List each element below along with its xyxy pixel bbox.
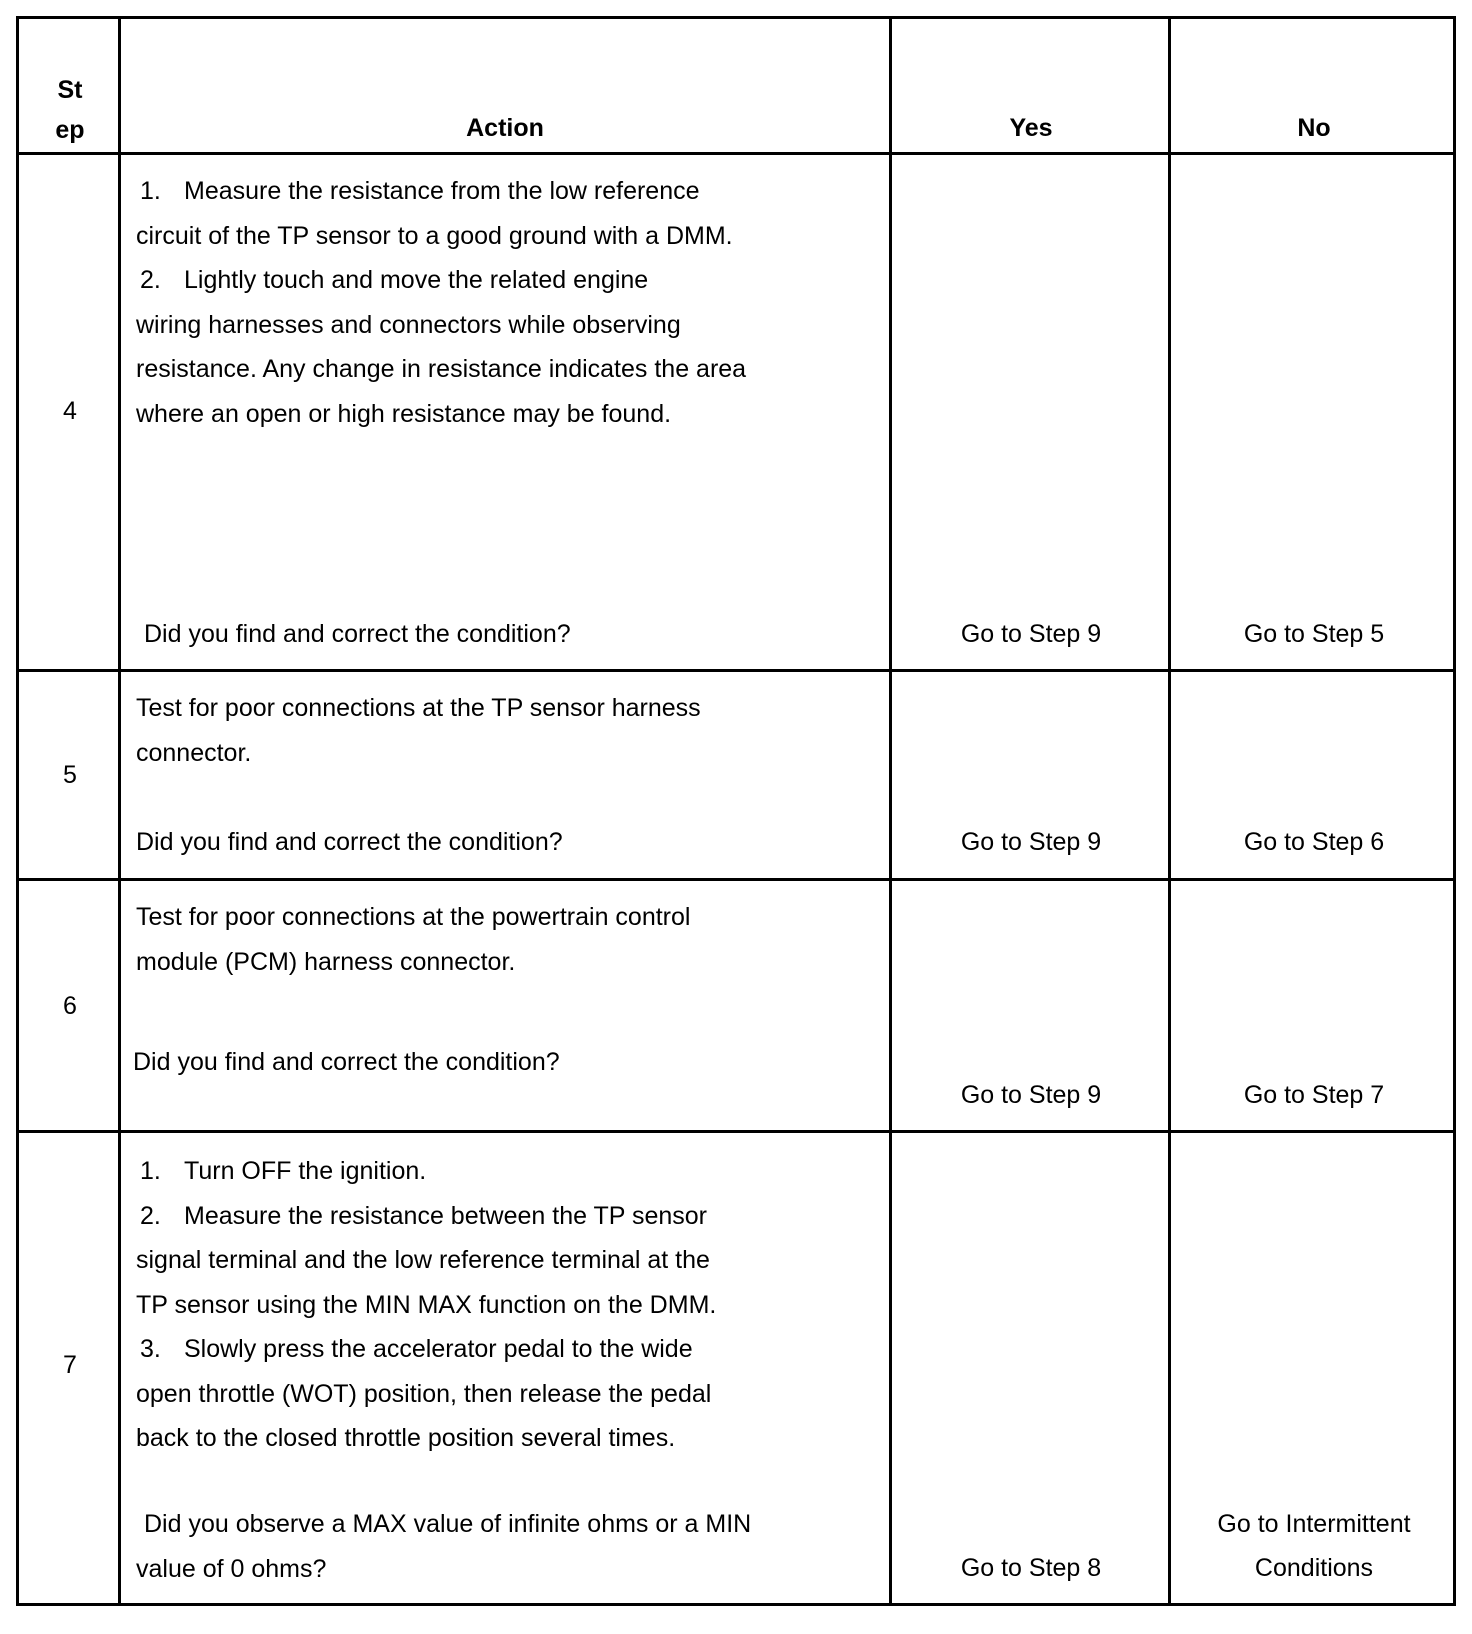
column-divider <box>889 16 892 1606</box>
step-number: 5 <box>63 761 77 789</box>
header-step-line1: St <box>57 76 83 104</box>
action-text: 1. Measure the resistance from the low reference circuit of the TP sensor to a good ground with a DMM. 2. Lightly touch and move the related engine wiring harnesses and connectors while observing resistance. Any change in resistance indicates the area where an open or high resistance may be found. <box>136 169 746 436</box>
yes-result: Go to Step 9 <box>960 620 1102 648</box>
no-result: Go to Step 7 <box>1243 1081 1385 1109</box>
row-divider <box>16 878 1456 881</box>
question-text: Did you find and correct the condition? <box>144 620 571 648</box>
yes-result: Go to Step 9 <box>960 828 1102 856</box>
step-number: 7 <box>63 1351 77 1379</box>
action-text: Test for poor connections at the powertrain control module (PCM) harness connector. <box>136 903 691 976</box>
header-yes: Yes <box>1009 114 1053 142</box>
step-number: 6 <box>63 992 77 1020</box>
header-no: No <box>1297 114 1331 142</box>
question-text: Did you find and correct the condition? <box>133 1048 560 1076</box>
column-divider <box>1168 16 1171 1606</box>
action-item: 3. Slowly press the accelerator pedal to the wide <box>140 1335 693 1363</box>
row-divider <box>16 152 1456 155</box>
action-item: 1. Turn OFF the ignition. <box>140 1157 427 1185</box>
header-step-line2: ep <box>55 116 85 144</box>
action-item: 2. Lightly touch and move the related engine <box>140 266 649 294</box>
question-text: Did you observe a MAX value of infinite ohms or a MIN value of 0 ohms? <box>136 1510 752 1583</box>
row-divider <box>16 669 1456 672</box>
yes-result: Go to Step 8 <box>960 1554 1102 1582</box>
row-divider <box>16 1130 1456 1133</box>
action-item: 1. Measure the resistance from the low reference <box>140 177 700 205</box>
no-result: Go to Step 6 <box>1243 828 1385 856</box>
action-text: Test for poor connections at the TP sensor harness connector. <box>136 694 701 767</box>
yes-result: Go to Step 9 <box>960 1081 1102 1109</box>
header-action: Action <box>466 114 544 142</box>
step-number: 4 <box>63 397 77 425</box>
header-step <box>20 70 120 150</box>
action-text: 1. Turn OFF the ignition. 2. Measure the resistance between the TP sensor signal terminal and the low reference terminal at the TP sensor using the MIN MAX function on the DMM. 3. Slowly press the accelerator pedal to the wide open throttle (WOT) position, then release the pedal back to the closed throttle position several times. <box>136 1149 716 1461</box>
action-item: 2. Measure the resistance between the TP sensor <box>140 1201 707 1230</box>
no-result: Go to Intermittent Conditions <box>1217 1510 1411 1582</box>
question-text: Did you find and correct the condition? <box>136 828 563 856</box>
no-result: Go to Step 5 <box>1243 620 1385 648</box>
